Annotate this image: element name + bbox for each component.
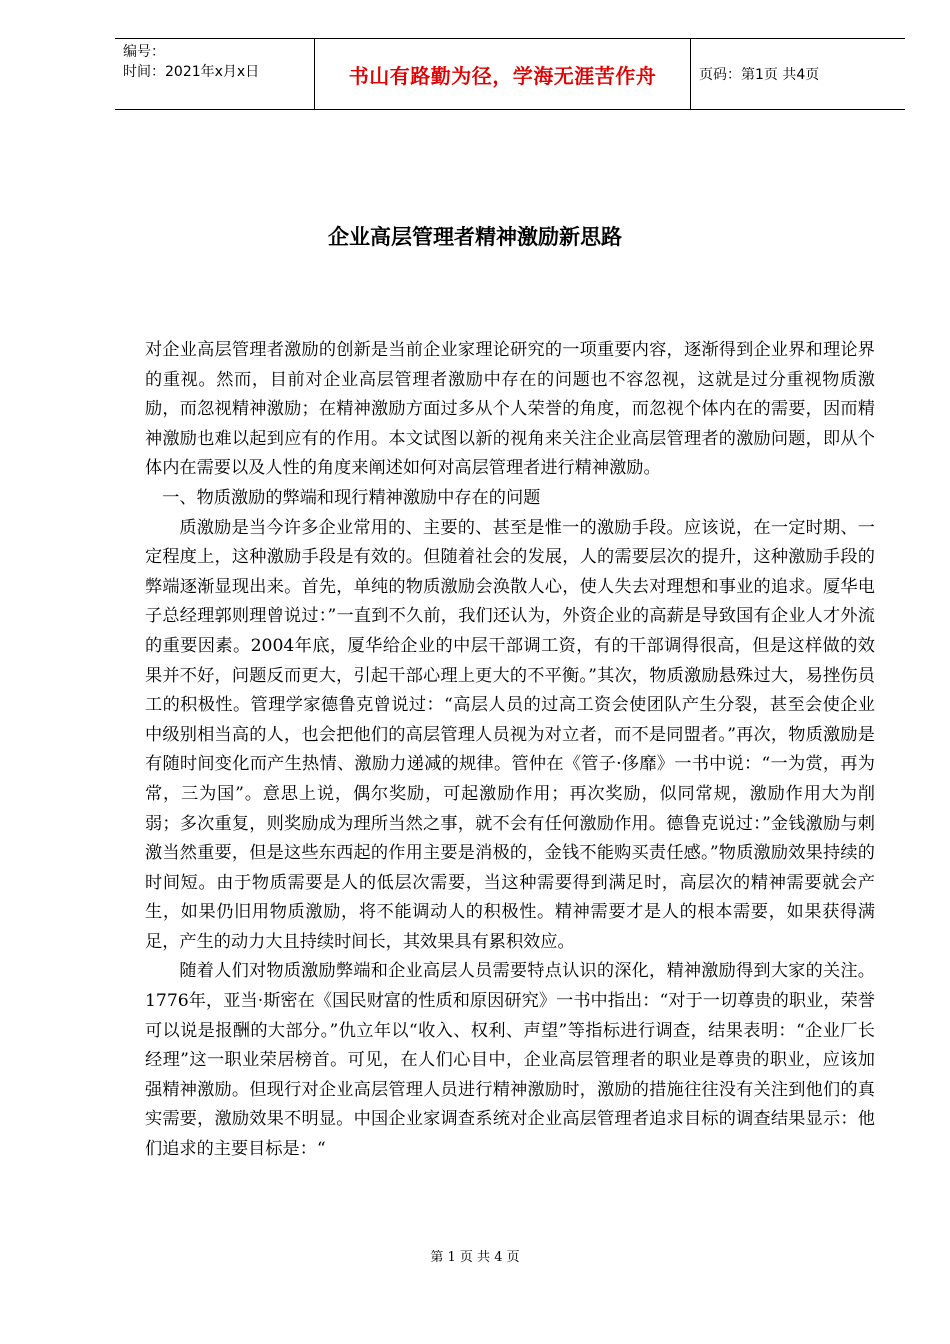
document-number-label: 编号： [123,44,165,60]
section-heading: 一、物质激励的弊端和现行精神激励中存在的问题 [162,487,541,508]
header-motto: 书山有路勤为径，学海无涯苦作舟 [348,63,657,88]
header-page-cell [691,39,905,109]
document-title: 企业高层管理者精神激励新思路 [328,225,622,249]
body-paragraph: 质激励是当今许多企业常用的、主要的、甚至是惟一的激励手段。应该说，在一定时期、一定程度上，这种激励手段是有效的。但随着社会的发展，人的需要层次的提升，这种激励手段的弊端逐渐显现出来。首先，单纯的物质激励会涣散人心，使人失去对理想和事业的追求。厦华电子总经理郭则理曾说过：”一直到不久前，我们还认为，外资企业的高薪是导致国有企业人才外流的重要因素。2004年底，厦华给企业的中层干部调工资，有的干部调得很高，但是这样做的效果并不好，问题反而更大，引起干部心理上更大的不平衡。”其次，物质激励悬殊过大，易挫伤员工的积极性。管理学家德鲁克曾说过：“高层人员的过高工资会使团队产生分裂，甚至会使企业中级别相当高的人，也会把他们的高层管理人员视为对立者，而不是同盟者。”再次，物质激励是有随时间变化而产生热情、激励力递减的规律。管仲在《管子·侈靡》一书中说：“一为赏，再为常，三为国”。意思上说，偶尔奖励，可起激励作用；再次奖励，似同常规，激励作用大为削弱；多次重复，则奖励成为理所当然之事，就不会有任何激励作用。德鲁克说过：”金钱激励与刺激当然重要，但是这些东西起的作用主要是消极的，金钱不能购买责任感。”物质激励效果持续的时间短。由于物质需要是人的低层次需要，当这种需要得到满足时，高层次的精神需要就会产生，如果仍旧用物质激励，将不能调动人的积极性。精神需要才是人的根本需要，如果获得满足，产生的动力大且持续时间长，其效果具有累积效应。 [145,517,875,952]
document-time-label: 时间：2021年x月x日 [123,64,260,80]
intro-paragraph: 对企业高层管理者激励的创新是当前企业家理论研究的一项重要内容，逐渐得到企业界和理论界的重视。然而，目前对企业高层管理者激励中存在的问题也不容忽视，这就是过分重视物质激励，而忽视精神激励；在精神激励方面过多从个人荣誉的角度，而忽视个体内在的需要，因而精神激励也难以起到应有的作用。本文试图以新的视角来关注企业高层管理者的激励问题，即从个体内在需要以及人性的角度来阐述如何对高层管理者进行精神激励。 [145,340,875,479]
header-meta-cell [115,39,315,109]
document-body [145,336,875,1165]
header-page-number: 页码：第1页 共4页 [699,67,820,83]
header-motto-cell [315,39,691,109]
page-footer: 第 1 页 共 4 页 [430,1250,520,1265]
body-paragraph: 随着人们对物质激励弊端和企业高层人员需要特点认识的深化，精神激励得到大家的关注。1776年，亚当·斯密在《国民财富的性质和原因研究》一书中指出：“对于一切尊贵的职业，荣誉可以说是报酬的大部分。”仇立年以“收入、权利、声望”等指标进行调查，结果表明：“企业厂长经理”这一职业荣居榜首。可见，在人们心目中，企业高层管理者的职业是尊贵的职业，应该加强精神激励。但现行对企业高层管理人员进行精神激励时，激励的措施往往没有关注到他们的真实需要，激励效果不明显。中国企业家调查系统对企业高层管理者追求目标的调查结果显示：他们追求的主要目标是：“ [145,961,875,1160]
header-table [115,38,905,110]
